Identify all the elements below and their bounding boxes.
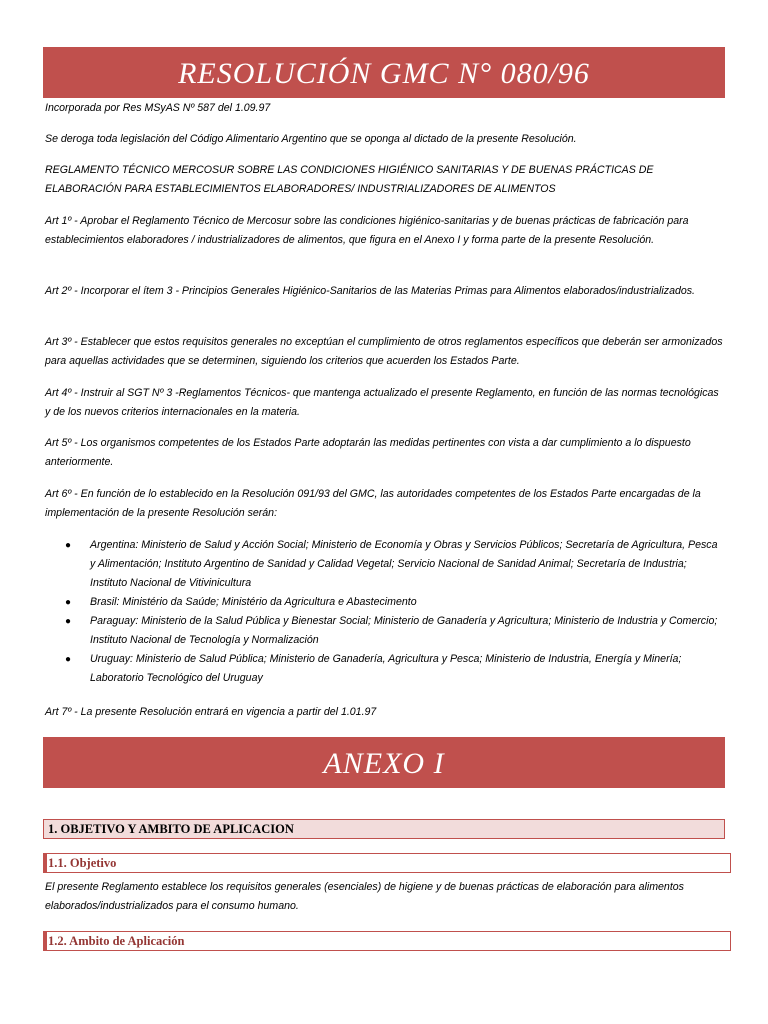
bullet-icon: ●: [65, 616, 72, 627]
subsection-heading-label: 1.2. Ambito de Aplicación: [48, 934, 185, 948]
regulation-title: REGLAMENTO TÉCNICO MERCOSUR SOBRE LAS CONDICIONES HIGIÉNICO SANITARIAS Y DE BUENAS PRÁCTICAS DE ELABORACIÓN PARA ESTABLECIMIENTOS ELABORADORES/ INDUSTRIALIZADORES DE ALIMENTOS: [45, 164, 654, 195]
article-4: Art 4º - Instruir al SGT Nº 3 -Reglamentos Técnicos- que mantenga actualizado el presente Reglamento, en función de las normas tecnológicas y de los nuevos criterios internacionales en la materia.: [45, 387, 719, 418]
section-heading-objective-scope: [43, 819, 725, 839]
authority-brasil: Brasil: Ministério da Saúde; Ministério da Agricultura e Abastecimento: [90, 596, 417, 608]
authority-uruguay: Uruguay: Ministerio de Salud Pública; Ministerio de Ganadería, Agricultura y Pesca; Ministerio de Industria, Energía y Minería; Laboratorio Tecnológico del Uruguay: [90, 653, 682, 684]
bullet-icon: ●: [65, 597, 72, 608]
list-item: [45, 612, 725, 650]
list-item: [45, 650, 725, 688]
resolution-title: RESOLUCIÓN GMC N° 080/96: [43, 47, 725, 98]
section-heading-label: 1. OBJETIVO Y AMBITO DE APLICACION: [48, 822, 294, 836]
subsection-heading-objective: [43, 853, 731, 873]
incorporated-note: Incorporada por Res MSyAS Nº 587 del 1.09.97: [45, 102, 271, 114]
list-item: [45, 536, 725, 593]
objective-text: El presente Reglamento establece los requisitos generales (esenciales) de higiene y de buenas prácticas de elaboración para alimentos elaborados/industrializados para el consumo humano.: [45, 881, 684, 912]
subsection-heading-label: 1.1. Objetivo: [48, 856, 117, 870]
article-5: Art 5º - Los organismos competentes de los Estados Parte adoptarán las medidas pertinentes con vista a dar cumplimiento a lo dispuesto anteriormente.: [45, 437, 691, 468]
article-2: Art 2º - Incorporar el ítem 3 - Principios Generales Higiénico-Sanitarios de las Materias Primas para Alimentos elaborados/industrializados.: [45, 285, 695, 297]
article-6: Art 6º - En función de lo establecido en la Resolución 091/93 del GMC, las autoridades competentes de los Estados Parte encargadas de la implementación de la presente Resolución serán:: [45, 488, 701, 519]
bullet-icon: ●: [65, 654, 72, 665]
article-1: Art 1º - Aprobar el Reglamento Técnico de Mercosur sobre las condiciones higiénico-sanitarias y de buenas prácticas de fabricación para establecimientos elaboradores / industrializadores de alimentos, que figura en el Anexo I y forma parte de la presente Resolución.: [45, 215, 689, 246]
authority-paraguay: Paraguay: Ministerio de la Salud Pública y Bienestar Social; Ministerio de Ganadería y Agricultura; Ministerio de Industria y Comercio; Instituto Nacional de Tecnología y Normalización: [90, 615, 718, 646]
authorities-list: [45, 536, 725, 688]
subsection-heading-scope: [43, 931, 731, 951]
authority-argentina: Argentina: Ministerio de Salud y Acción Social; Ministerio de Economía y Obras y Servicios Públicos; Secretaría de Agricultura, Pesca y Alimentación; Instituto Argentino de Sanidad y Calidad Vegetal; Servicio Nacional de Sanidad Animal; Secretaría de Industria; Instituto Nacional de Vitivinicultura: [90, 539, 718, 589]
list-item: [45, 593, 725, 612]
article-7: Art 7º - La presente Resolución entrará en vigencia a partir del 1.01.97: [45, 706, 377, 718]
article-3: Art 3º - Establecer que estos requisitos generales no exceptúan el cumplimiento de otros reglamentos específicos que deberán ser armonizados para aquellas actividades que se determinen, siguiendo los criterios que acuerden los Estados Parte.: [45, 336, 723, 367]
annex-title: ANEXO I: [43, 737, 725, 788]
bullet-icon: ●: [65, 540, 72, 551]
repeal-note: Se deroga toda legislación del Código Alimentario Argentino que se oponga al dictado de la presente Resolución.: [45, 133, 577, 145]
